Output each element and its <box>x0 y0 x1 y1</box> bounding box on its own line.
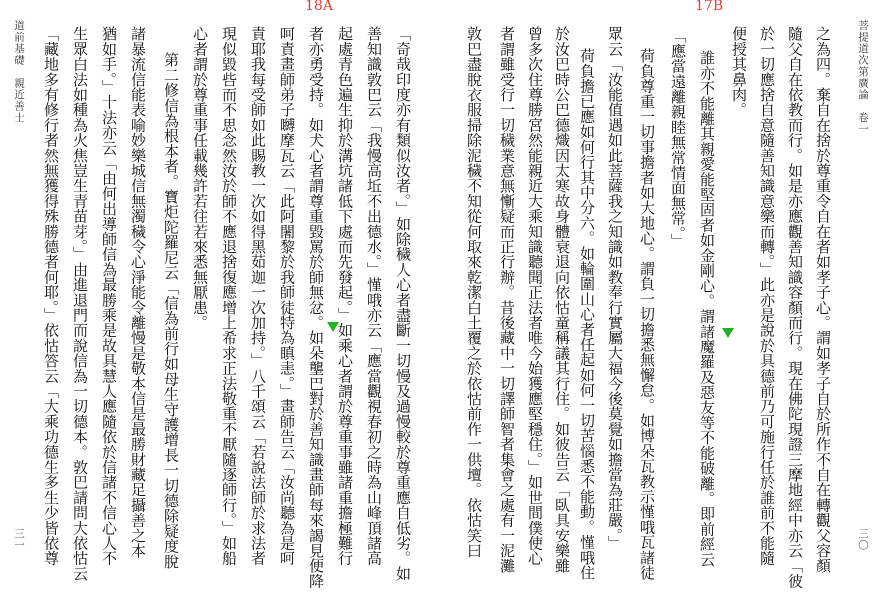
text-column: 「奇哉印度亦有類似汝者。」如除穢人心者盡斷一切慢及過慢較於尊重應自低劣。如 <box>394 26 412 581</box>
page-number: 三一 <box>13 528 25 551</box>
text-column: 於一切應捨自意隨善知識意樂而轉。」此亦是說於具德前乃可施行任於誰前不能隨 <box>758 26 776 566</box>
text-column: 荷負尊重一切事擔者如大地心。謂負一切擔悉無懈怠。如博朵瓦教示慬哦瓦諸徒 <box>638 48 656 580</box>
text-column: 於汝巴時公巴德熾因太寒故身體衰退向依怙童稱議其行住。如彼告云「臥具安樂雖 <box>553 26 571 574</box>
text-column: 便授其鼻肉。 <box>730 26 748 118</box>
text-column: 責耶我每受師如此賜教一次如得黑茹迦一次加持。」八千頌云「若說法師於求法者 <box>249 26 267 566</box>
text-column: 諸暴流信能表喻妙樂城信無濁穢令心淨能令離慢是敬本信是最勝財藏足攝善之本 <box>129 26 147 558</box>
text-column: 者亦勇受持。如犬心者謂尊重毀罵於師無忿。如朵壟巴對於善知識畫師每來謁見便降 <box>307 26 325 589</box>
text-column: 善知識敦巴云「我慢高坵不出德水。」慬哦亦云「應當觀視春初之時為山峰頂諸高 <box>365 26 383 566</box>
text-column: 「藏地多有修行者然無獲得殊勝德者何耶。」依怙答云「大乘功德生多生少皆依尊 <box>42 26 60 566</box>
text-column: 生眾白法如種為火焦豈生青苗芽。」由進退門而說信為一切德本。敦巴請問大依怙云 <box>71 26 89 581</box>
text-column: 者謂雖受行一切穢業意無慚疑而正行辦。昔後藏中一切譯師智者集會之處有一泥灘 <box>498 26 516 574</box>
text-column: 眾云「汝能值遇如此菩薩我之知識如教奉行實屬大福今後莫覺如擔當為莊嚴。」 <box>606 26 624 551</box>
text-column: 「應當遠離親睦無常情面無常。」 <box>669 28 687 249</box>
page-header-title: 菩提道次第廣論 卷一 <box>857 20 869 135</box>
page-footer-title: 道前基礎 親近善士 <box>13 20 25 124</box>
right-page <box>440 0 880 610</box>
page-label: 17B <box>695 0 724 14</box>
text-column: 曾多次住尊勝宮然能親近大乘知識聽聞正法者唯今始獲應堅穩住。」如世間僕使心 <box>526 26 544 566</box>
text-column: 現似毀呰而不思念然汝於師不應退捨復應增上希求正法敬重不厭隨逐師行。」如船 <box>220 26 238 566</box>
text-column: 起處青色遍生抑於溝坑諸低下處而先發起。」如乘心者謂於尊重事雖諸重擔極難行 <box>336 26 354 566</box>
text-column: 呵責畫師弟子嚩摩瓦云「此阿闍黎於我師徒特為瞋恚。」畫師告云「汝尚聽為是呵 <box>278 26 296 566</box>
text-column: 敦巴盡脫衣服掃除泥穢不知從何取來乾潔白土覆之於依怙前作一供壇。依怙笑曰 <box>465 26 483 558</box>
text-column: 第二修信為根本者。寶炬陀羅尼云「信為前行如母生守護增長一切德除疑度脫 <box>162 52 180 569</box>
text-column: 隨父自在依教而行。如是亦應觀善知識容顏而行。現在佛陀現證三摩地經中亦云「彼 <box>786 26 804 589</box>
text-column: 荷負擔已應如何行其中分六。如輪圍山心者任起如何一切苦惱悉不能動。慬哦住 <box>578 48 596 580</box>
text-column: 心者謂於尊重事任載幾許若往若來悉無厭患。 <box>191 26 209 330</box>
text-column: 誰亦不能離其親愛能堅固者如金剛心。謂諸魔羅及惡友等不能破離。即前經云 <box>698 50 716 567</box>
page-label: 18A <box>305 0 333 14</box>
page-number: 三〇 <box>857 528 869 551</box>
text-column: 猶如手。」十法亦云「由何出導師信為最勝乘是故具慧人應隨依於信諸不信心人不 <box>100 26 118 566</box>
bookmark-triangle-icon <box>722 328 734 338</box>
text-column: 之為四。棄自在捨於尊重令自在者如孝子心。謂如孝子自於所作不自在轉觀父容顏 <box>814 26 832 574</box>
